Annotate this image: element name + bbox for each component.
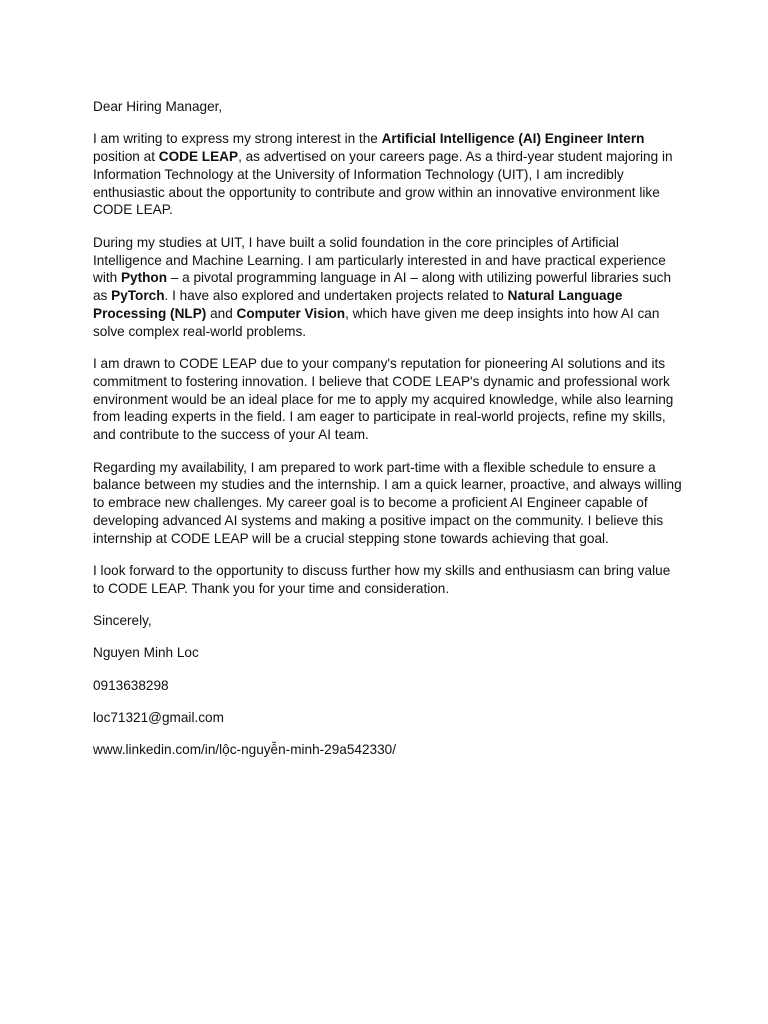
paragraph-intro-text-2: position at [93, 149, 159, 165]
paragraph-intro-text-3: , as advertised on your careers page. As a third-year student majoring in Information Technology at the University of Information Technology (UIT), I am incredibly enthusiastic about the opportunity to contribute and grow within an innovative environment like CODE LEAP. [93, 149, 673, 218]
cover-letter [93, 98, 683, 774]
paragraph-experience-text-3: . I have also explored and undertaken projects related to [164, 288, 508, 304]
paragraph-experience-text-2: – a pivotal programming language in AI – along with utilizing powerful libraries such as [93, 270, 672, 304]
paragraph-experience-text-1: During my studies at UIT, I have built a solid foundation in the core principles of Artificial Intelligence and Machine Learning. I am particularly interested in and have practical experience with [93, 234, 666, 286]
salutation: Dear Hiring Manager, [93, 99, 223, 114]
paragraph-intro-text-1: I am writing to express my strong interest in the [93, 131, 382, 147]
paragraph-intro [93, 130, 683, 219]
paragraph-experience-text-5: , which have given me deep insights into how AI can solve complex real-world problems. [93, 305, 660, 339]
skill-python: Python [120, 270, 168, 286]
signature-name: Nguyen Minh Loc [93, 645, 199, 661]
closing-sincerely: Sincerely, [93, 613, 152, 629]
paragraph-availability: Regarding my availability, I am prepared to work part-time with a flexible schedule to ensure a balance between my studies and the internship. I am a quick learner, proactive, and always willing to embrace new challenges. My career goal is to become a proficient AI Engineer capable of developing advanced AI systems and making a positive impact on the community. I believe this internship at CODE LEAP will be a crucial stepping stone towards achieving that goal. [93, 459, 682, 546]
paragraph-motivation: I am drawn to CODE LEAP due to your company's reputation for pioneering AI solutions and its commitment to fostering innovation. I believe that CODE LEAP's dynamic and professional work environment would be an ideal place for me to apply my acquired knowledge, while also learning from leading experts in the field. I am eager to participate in real-world projects, refine my skills, and contribute to the success of your AI team. [93, 356, 674, 443]
skill-nlp: Natural Language Processing (NLP) [93, 288, 623, 321]
contact-email: loc71321@gmail.com [93, 710, 224, 726]
paragraph-experience-text-4: and [206, 305, 237, 321]
contact-linkedin: www.linkedin.com/in/lộc-nguyễn-minh-29a542330/ [93, 742, 397, 758]
position-title: Artificial Intelligence (AI) Engineer Intern [381, 131, 645, 147]
skill-computer-vision: Computer Vision [236, 305, 346, 321]
contact-phone: 0913638298 [93, 677, 169, 693]
paragraph-closing: I look forward to the opportunity to discuss further how my skills and enthusiasm can bring value to CODE LEAP. Thank you for your time and consideration. [93, 563, 671, 596]
paragraph-experience [93, 234, 683, 341]
skill-pytorch: PyTorch [111, 288, 165, 304]
company-name: CODE LEAP [158, 149, 239, 165]
